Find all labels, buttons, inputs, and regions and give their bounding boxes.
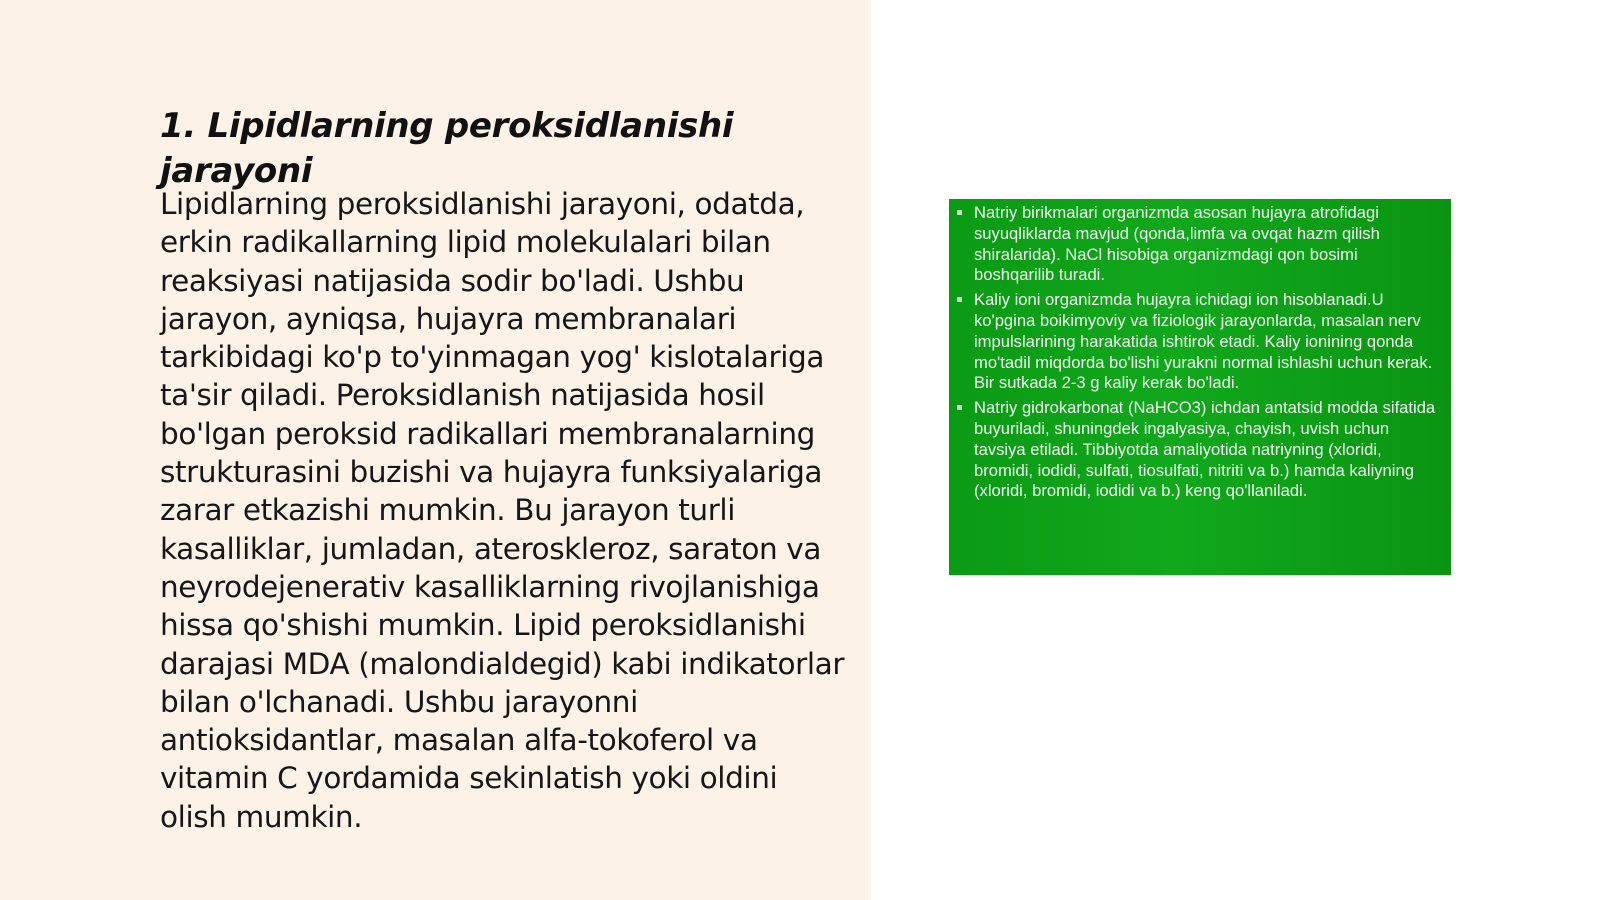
slide-body-text: Lipidlarning peroksidlanishi jarayoni, odatda, erkin radikallarning lipid molekulalari bilan reaksiyasi natijasida sodir bo'ladi. Ushbu jarayon, ayniqsa, hujayra membranalari tarkibidagi ko'p to'yinmagan yog' kislotalariga ta'sir qiladi. Peroksidlanish natijasida hosil bo'lgan peroksid radikallari membranalarning strukturasini buzishi va hujayra funksiyalariga zarar etkazishi mumkin. Bu jarayon turli kasalliklar, jumladan, ateroskleroz, saraton va neyrodejenerativ kasalliklarning rivojlanishiga hissa qo'shishi mumkin. Lipid peroksidlanishi darajasi MDA (malondialdegid) kabi indikatorlar bilan o'lchanadi. Ushbu jarayonni antioksidantlar, masalan alfa-tokoferol va vitamin C yordamida sekinlatish yoki oldini olish mumkin.	[160, 187, 845, 834]
bullet-text: Kaliy ioni organizmda hujayra ichidagi ion hisoblanadi.U ko'pgina boikimyoviy va fiziologik jarayonlarda, masalan nerv impulslarining harakatida ishtirok etadi. Kaliy ionining qonda mo'tadil miqdorda bo'lishi yurakni normal ishlashi uchun kerak. Bir sutkada 2-3 g kaliy kerak bo'ladi.	[974, 290, 1433, 393]
bullet-text: Natriy gidrokarbonat (NaHCO3) ichdan antatsid modda sifatida buyuriladi, shuningdek ingalyasiya, chayish, uvish uchun tavsiya etiladi. Tibbiyotda amaliyotida natriyning (xloridi, bromidi, iodidi, sulfati, tiosulfati, nitriti va b.) hamda kaliyning (xloridi, bromidi, iodidi va b.) keng qo'llaniladi.	[974, 398, 1436, 501]
slide-title: 1. Lipidlarning peroksidlanishi jarayoni	[160, 106, 734, 191]
list-item	[957, 398, 1437, 502]
embedded-slide-image	[949, 199, 1451, 575]
bullet-icon	[957, 210, 962, 215]
bullet-icon	[957, 297, 962, 302]
bullet-icon	[957, 405, 962, 410]
bullet-text: Natriy birikmalari organizmda asosan hujayra atrofidagi suyuqliklarda mavjud (qonda,limfa va ovqat hazm qilish shiralarida). NaCl hisobiga organizmdagi qon bosimi boshqarilib turadi.	[974, 203, 1380, 285]
bullet-list	[957, 203, 1437, 502]
list-item	[957, 290, 1437, 394]
list-item	[957, 203, 1437, 286]
